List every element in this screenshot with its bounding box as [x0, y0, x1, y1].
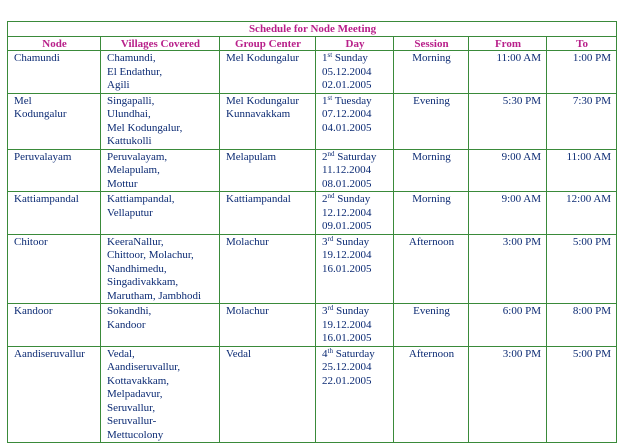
day-name: Sunday: [333, 305, 370, 317]
meeting-date: 19.12.2004: [322, 318, 372, 331]
table-row: [8, 346, 617, 443]
meeting-date: 09.01.2005: [322, 220, 372, 232]
meeting-date: 12.12.2004: [322, 206, 372, 219]
day-ordinal-number: 1: [322, 94, 328, 107]
from-time-cell: 5:30 PM: [469, 93, 547, 149]
day-ordinal-suffix: st: [327, 51, 333, 59]
meeting-date: 16.01.2005: [322, 332, 372, 344]
village-line: Mottur: [107, 177, 138, 190]
group-center-line: Kunnavakkam: [226, 108, 291, 120]
day-ordinal-line: [322, 52, 388, 66]
table-row: [8, 93, 617, 149]
from-time-cell: 3:00 PM: [469, 234, 547, 304]
village-line: Melpadavur,: [107, 388, 163, 400]
village-line: Agili: [107, 79, 130, 91]
header-to: To: [547, 37, 617, 51]
group-center-cell: [220, 346, 316, 443]
meeting-date: 08.01.2005: [322, 177, 372, 190]
node-name-line: Aandiseruvallur: [14, 347, 85, 360]
village-line: Kottavakkam,: [107, 374, 170, 387]
header-from: From: [469, 37, 547, 51]
village-line: El Endathur,: [107, 65, 163, 78]
session-cell: Morning: [394, 149, 469, 192]
day-ordinal-suffix: rd: [327, 234, 334, 243]
node-cell: [8, 234, 101, 304]
day-ordinal-line: [322, 193, 388, 207]
village-line: Chamundi,: [107, 52, 156, 64]
node-name-line: Chitoor: [14, 235, 48, 248]
session-cell: Evening: [394, 304, 469, 347]
village-line: Peruvalayam,: [107, 150, 168, 163]
node-name-line: Mel: [14, 94, 32, 107]
to-time-cell: 1:00 PM: [547, 51, 617, 94]
table-row: [8, 192, 617, 235]
village-line: Singadivakkam,: [107, 276, 179, 288]
session-cell: Afternoon: [394, 234, 469, 304]
day-name: Sunday: [333, 235, 370, 248]
to-time-cell: 8:00 PM: [547, 304, 617, 347]
day-name: Sunday: [332, 52, 368, 64]
village-line: KeeraNallur,: [107, 235, 164, 248]
header-group-center: Group Center: [220, 37, 316, 51]
schedule-body: [8, 51, 617, 443]
day-ordinal-line: [322, 95, 388, 109]
node-name-line: Kodungalur: [14, 108, 67, 120]
group-center-line: Mel Kodungalur: [226, 94, 300, 107]
day-cell: [316, 304, 394, 347]
villages-cell: [101, 149, 220, 192]
village-line: Melapulam,: [107, 164, 160, 176]
group-center-line: Molachur: [226, 235, 269, 248]
day-ordinal-number: 4: [322, 347, 328, 360]
day-cell: [316, 234, 394, 304]
title-row: [8, 22, 617, 37]
day-ordinal-line: [322, 348, 388, 362]
meeting-date: 04.01.2005: [322, 121, 372, 134]
day-cell: [316, 192, 394, 235]
group-center-cell: [220, 234, 316, 304]
day-ordinal-line: [322, 305, 388, 319]
group-center-line: Vedal: [226, 347, 252, 360]
from-time-cell: 11:00 AM: [469, 51, 547, 94]
day-name: Saturday: [332, 347, 375, 360]
village-line: Sokandhi,: [107, 305, 152, 317]
day-ordinal-number: 1: [322, 52, 328, 64]
meeting-date: 19.12.2004: [322, 249, 372, 261]
meeting-date: 22.01.2005: [322, 374, 372, 387]
header-row: [8, 37, 617, 51]
node-name-line: Kattiampandal: [14, 193, 79, 205]
node-cell: [8, 93, 101, 149]
node-meeting-schedule-table: [7, 21, 617, 443]
village-line: Marutham, Jambhodi: [107, 289, 202, 302]
from-time-cell: 9:00 AM: [469, 149, 547, 192]
header-day: Day: [316, 37, 394, 51]
villages-cell: [101, 234, 220, 304]
village-line: Seruvallur-: [107, 415, 157, 427]
header-node: Node: [8, 37, 101, 51]
node-cell: [8, 192, 101, 235]
day-cell: [316, 346, 394, 443]
group-center-line: Mel Kodungalur: [226, 52, 300, 64]
villages-cell: [101, 346, 220, 443]
table-row: [8, 51, 617, 94]
from-time-cell: 6:00 PM: [469, 304, 547, 347]
table-row: [8, 149, 617, 192]
to-time-cell: 7:30 PM: [547, 93, 617, 149]
meeting-date: 07.12.2004: [322, 108, 372, 120]
group-center-cell: [220, 51, 316, 94]
day-ordinal-line: [322, 151, 388, 165]
day-ordinal-suffix: th: [327, 346, 333, 355]
day-ordinal-suffix: rd: [327, 304, 334, 312]
day-ordinal-number: 3: [322, 235, 328, 248]
session-cell: Afternoon: [394, 346, 469, 443]
day-cell: [316, 51, 394, 94]
day-name: Saturday: [334, 150, 377, 163]
village-line: Mettucolony: [107, 428, 164, 441]
village-line: Vellaputur: [107, 206, 153, 219]
villages-cell: [101, 93, 220, 149]
node-cell: [8, 346, 101, 443]
villages-cell: [101, 51, 220, 94]
to-time-cell: 11:00 AM: [547, 149, 617, 192]
header-villages-covered: Villages Covered: [101, 37, 220, 51]
group-center-cell: [220, 192, 316, 235]
meeting-date: 05.12.2004: [322, 65, 372, 78]
day-ordinal-suffix: nd: [327, 149, 335, 158]
day-ordinal-number: 2: [322, 150, 328, 163]
village-line: Kandoor: [107, 318, 146, 331]
group-center-line: Molachur: [226, 305, 269, 317]
day-name: Tuesday: [332, 94, 372, 107]
node-cell: [8, 51, 101, 94]
meeting-date: 25.12.2004: [322, 361, 372, 373]
session-cell: Morning: [394, 192, 469, 235]
day-ordinal-suffix: nd: [327, 192, 335, 200]
node-name-line: Chamundi: [14, 52, 60, 64]
village-line: Vedal,: [107, 347, 135, 360]
group-center-cell: [220, 93, 316, 149]
village-line: Ulundhai,: [107, 108, 151, 120]
header-session: Session: [394, 37, 469, 51]
day-ordinal-number: 3: [322, 305, 328, 317]
meeting-date: 16.01.2005: [322, 262, 372, 275]
to-time-cell: 5:00 PM: [547, 234, 617, 304]
table-row: [8, 304, 617, 347]
village-line: Aandiseruvallur,: [107, 361, 181, 373]
village-line: Mel Kodungalur,: [107, 121, 183, 134]
from-time-cell: 9:00 AM: [469, 192, 547, 235]
village-line: Kattukolli: [107, 135, 152, 147]
village-line: Chittoor, Molachur,: [107, 249, 194, 261]
meeting-date: 11.12.2004: [322, 164, 372, 176]
day-cell: [316, 93, 394, 149]
village-line: Seruvallur,: [107, 401, 156, 414]
group-center-line: Kattiampandal: [226, 193, 291, 205]
table-title: Schedule for Node Meeting: [8, 22, 617, 37]
day-cell: [316, 149, 394, 192]
from-time-cell: 3:00 PM: [469, 346, 547, 443]
day-name: Sunday: [334, 193, 371, 205]
village-line: Kattiampandal,: [107, 193, 175, 205]
villages-cell: [101, 192, 220, 235]
group-center-line: Melapulam: [226, 150, 277, 163]
day-ordinal-line: [322, 236, 388, 250]
meeting-date: 02.01.2005: [322, 79, 372, 91]
group-center-cell: [220, 304, 316, 347]
session-cell: Evening: [394, 93, 469, 149]
table-row: [8, 234, 617, 304]
node-name-line: Peruvalayam: [14, 150, 72, 163]
village-line: Nandhimedu,: [107, 262, 167, 275]
day-ordinal-number: 2: [322, 193, 328, 205]
villages-cell: [101, 304, 220, 347]
village-line: Singapalli,: [107, 94, 155, 107]
node-cell: [8, 149, 101, 192]
group-center-cell: [220, 149, 316, 192]
session-cell: Morning: [394, 51, 469, 94]
node-name-line: Kandoor: [14, 305, 53, 317]
node-cell: [8, 304, 101, 347]
to-time-cell: 12:00 AM: [547, 192, 617, 235]
to-time-cell: 5:00 PM: [547, 346, 617, 443]
day-ordinal-suffix: st: [327, 93, 333, 102]
